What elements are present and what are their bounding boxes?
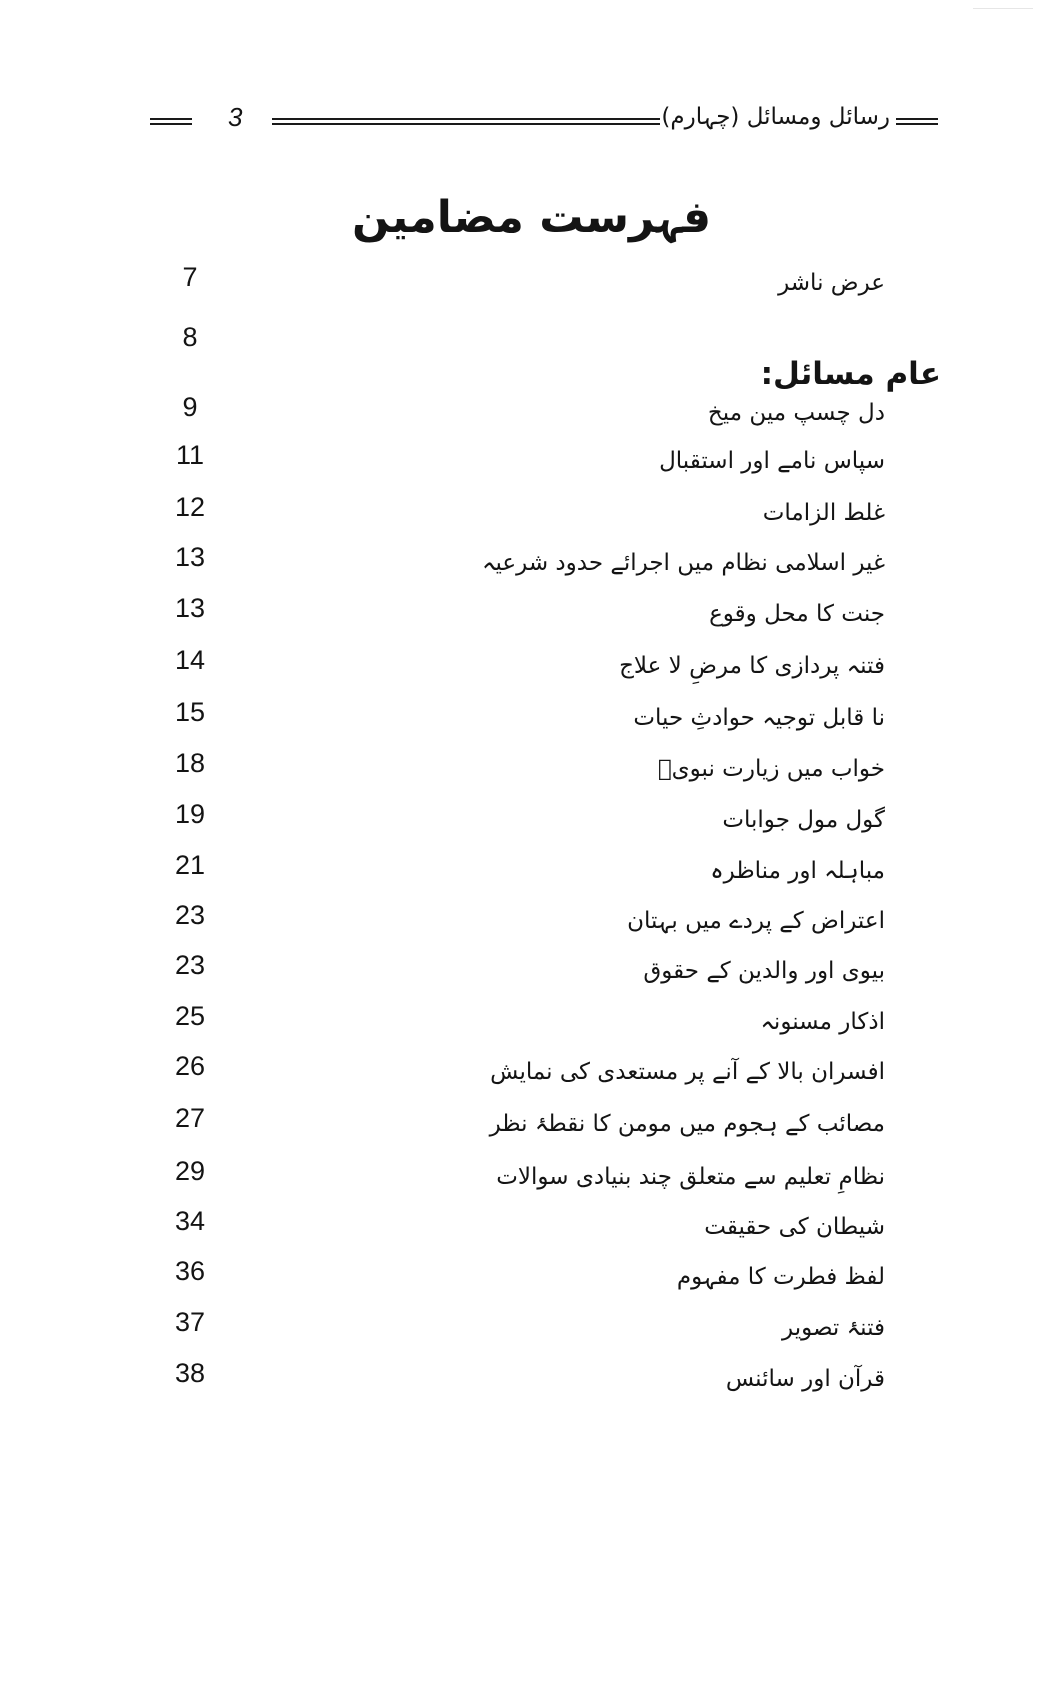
toc-row xyxy=(0,1051,1063,1111)
toc-page-number: 23 xyxy=(174,900,206,930)
toc-page-number: 26 xyxy=(174,1051,206,1081)
toc-page-number: 8 xyxy=(182,322,198,352)
toc-page-number: 12 xyxy=(174,492,206,522)
toc-section-row xyxy=(0,322,1063,392)
toc-entry-title: قرآن اور سائنس xyxy=(725,1366,885,1392)
toc-entry-title: غلط الزامات xyxy=(762,500,885,526)
toc-page-number: 14 xyxy=(174,645,206,675)
toc-page-number: 34 xyxy=(174,1206,206,1236)
toc-entry-title: نظامِ تعلیم سے متعلق چند بنیادی سوالات xyxy=(496,1164,885,1190)
toc-entry-title: گول مول جوابات xyxy=(722,807,885,833)
toc-page-number: 7 xyxy=(182,262,198,292)
toc-section-heading: عام مسائل: xyxy=(760,356,941,392)
toc-entry-title: فتنۂ تصویر xyxy=(782,1315,885,1341)
toc-entry-title: مباہلہ اور مناظرہ xyxy=(710,858,885,884)
toc-page-number: 29 xyxy=(174,1156,206,1186)
toc-page-number: 9 xyxy=(182,392,198,422)
page-number: 3 xyxy=(228,102,243,132)
toc-entry-title: شیطان کی حقیقت xyxy=(704,1214,885,1240)
toc-entry-title: غیر اسلامی نظام میں اجرائے حدود شرعیہ xyxy=(482,550,885,576)
toc-entry-title: سپاس نامے اور استقبال xyxy=(659,448,885,474)
toc-page-number: 23 xyxy=(174,950,206,980)
toc-entry-title: اعتراض کے پردے میں بہتان xyxy=(627,908,885,934)
toc-row xyxy=(0,262,1063,322)
running-title: رسائل ومسائل (چہارم) xyxy=(661,104,890,130)
toc-page-number: 36 xyxy=(174,1256,206,1286)
toc-entry-title: دل چسپ مین میخ xyxy=(707,400,885,426)
toc-page-number: 37 xyxy=(174,1307,206,1337)
toc-entry-title: اذکار مسنونہ xyxy=(760,1009,885,1035)
toc-row xyxy=(0,440,1063,500)
toc-page-number: 38 xyxy=(174,1358,206,1388)
page-title: فہرست مضامین xyxy=(351,192,712,243)
toc-entry-title: عرض ناشر xyxy=(778,270,885,296)
toc-entry-title: لفظ فطرت کا مفہوم xyxy=(676,1264,885,1290)
running-header xyxy=(150,102,938,136)
toc-entry-title: بیوی اور والدین کے حقوق xyxy=(643,958,885,984)
toc-entry-title: نا قابل توجیہ حوادثِ حیات xyxy=(633,705,885,731)
toc-page-number: 18 xyxy=(174,748,206,778)
toc-entry-title: افسران بالا کے آنے پر مستعدی کی نمایش xyxy=(490,1059,885,1085)
header-rule-middle xyxy=(272,118,660,125)
toc-page-number: 27 xyxy=(174,1103,206,1133)
toc-row xyxy=(0,645,1063,705)
header-rule-left xyxy=(150,118,192,125)
toc-page-number: 21 xyxy=(174,850,206,880)
toc-row xyxy=(0,1358,1063,1418)
toc-page-number: 11 xyxy=(175,440,205,470)
toc-row xyxy=(0,1103,1063,1163)
toc-entry-title: خواب میں زیارت نبویؐ xyxy=(657,756,885,782)
toc-page-number: 13 xyxy=(174,542,206,572)
toc-page-number: 15 xyxy=(174,697,206,727)
toc-row xyxy=(0,593,1063,653)
toc-page-number: 25 xyxy=(174,1001,206,1031)
toc-entry-title: جنت کا محل وقوع xyxy=(709,601,885,627)
toc-page-number: 19 xyxy=(174,799,206,829)
toc-page-number: 13 xyxy=(174,593,206,623)
scan-edge-mark xyxy=(973,8,1033,9)
toc-entry-title: فتنہ پردازی کا مرضِ لا علاج xyxy=(619,653,885,679)
toc-entry-title: مصائب کے ہجوم میں مومن کا نقطۂ نظر xyxy=(489,1111,885,1137)
header-rule-right xyxy=(896,118,938,125)
